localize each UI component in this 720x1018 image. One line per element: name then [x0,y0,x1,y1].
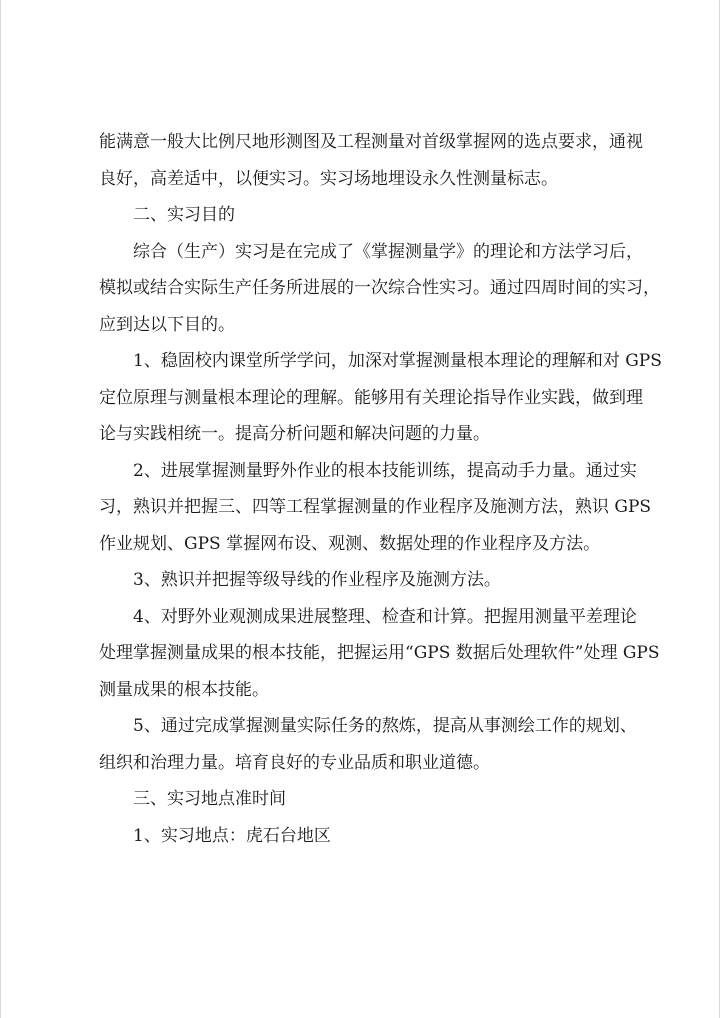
paragraph-line: 组织和治理力量。培育良好的专业品质和职业道德。 [99,752,490,773]
paragraph-line: 模拟或结合实际生产任务所进展的一次综合性实习。通过四周时间的实习， [99,278,660,298]
paragraph-line: 4、对野外业观测成果进展整理、检查和计算。把握用测量平差理论 [133,606,637,627]
paragraph-line: 习，熟识并把握三、四等工程掌握测量的作业程序及施测方法，熟识 GPS [99,497,652,517]
document-body [99,124,662,854]
paragraph-line: 3、熟识并把握等级导线的作业程序及施测方法。 [133,570,501,590]
paragraph-line: 应到达以下目的。 [99,314,235,335]
paragraph-line: 定位原理与测量根本理论的理解。能够用有关理论指导作业实践，做到理 [99,387,643,408]
paragraph-line: 综合（生产）实习是在完成了《掌握测量学》的理论和方法学习后， [133,241,643,262]
paragraph-line: 处理掌握测量成果的根本技能，把握运用“GPS 数据后处理软件”处理 GPS [99,643,660,663]
paragraph-line: 论与实践相统一。提高分析问题和解决问题的力量。 [99,424,490,444]
paragraph-line: 1、实习地点：虎石台地区 [133,825,331,846]
paragraph-line: 1、稳固校内课堂所学学问，加深对掌握测量根本理论的理解和对 GPS [133,351,662,371]
section-heading: 二、实习目的 [133,205,235,225]
paragraph-line: 测量成果的根本技能。 [99,679,269,700]
paragraph-line: 5、通过完成掌握测量实际任务的熬炼，提高从事测绘工作的规划、 [133,716,637,736]
paragraph-line: 良好，高差适中，以便实习。实习场地埋设永久性测量标志。 [99,168,558,189]
section-heading: 三、实习地点准时间 [133,789,286,809]
paragraph-line: 2、进展掌握测量野外作业的根本技能训练，提高动手力量。通过实 [133,460,637,481]
paragraph-line: 作业规划、GPS 掌握网布设、观测、数据处理的作业程序及方法。 [99,533,601,554]
paragraph-line: 能满意一般大比例尺地形测图及工程测量对首级掌握网的选点要求，通视 [99,132,643,152]
